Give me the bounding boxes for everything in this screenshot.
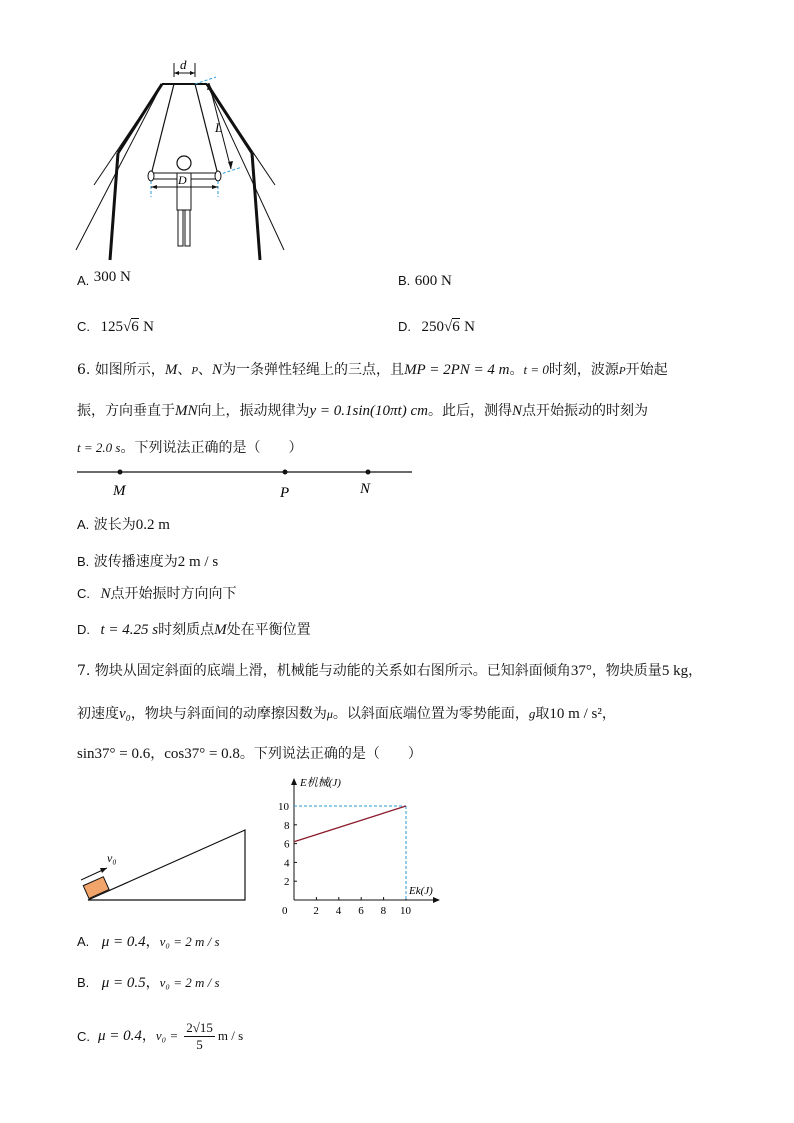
q7-text: 。下列说法正确的是（ ） xyxy=(239,746,422,762)
symbol-g: g xyxy=(528,706,536,721)
q5-option-c[interactable] xyxy=(77,318,154,336)
q6-line-2 xyxy=(77,402,648,420)
q6-text: 振，方向垂直于 xyxy=(77,403,175,419)
frame-leg-left-lower xyxy=(110,153,118,260)
q7-text: ，物块与斜面间的动摩擦因数为 xyxy=(130,706,327,722)
q7-option-a[interactable] xyxy=(77,933,220,951)
string-figure xyxy=(75,460,415,502)
x-tick-label: 4 xyxy=(335,905,342,917)
option-math: t = 4.25 s xyxy=(100,622,159,638)
q7-text: ， xyxy=(601,706,616,722)
y-tick-label: 8 xyxy=(284,819,290,832)
label-L: L xyxy=(215,120,223,135)
option-math: N xyxy=(100,586,111,602)
equation-t2: t = 2.0 s xyxy=(77,440,121,455)
point-label-N: N xyxy=(360,481,371,497)
series-line xyxy=(294,806,406,842)
option-mu: μ = 0.4 xyxy=(101,934,146,950)
point-N xyxy=(366,470,371,475)
option-sep: ， xyxy=(145,975,160,991)
q7-option-b[interactable] xyxy=(77,974,220,992)
q7-line-1 xyxy=(77,662,702,680)
option-letter: B. xyxy=(77,975,90,990)
incline-figure xyxy=(75,822,250,904)
y-tick-label: 2 xyxy=(284,876,290,889)
energy-chart xyxy=(270,770,450,920)
x-tick-label: 2 xyxy=(313,905,319,917)
option-sep: ， xyxy=(145,934,160,950)
symbol-M: M xyxy=(164,362,178,378)
option-letter: C. xyxy=(77,319,90,334)
symbol-N: N xyxy=(212,362,223,378)
guy-wire-right-2 xyxy=(207,84,284,250)
symbol-P: P xyxy=(191,365,199,377)
q6-text: 开始起 xyxy=(625,362,668,378)
q5-option-d[interactable] xyxy=(398,318,475,336)
q6-text: 时刻，波源 xyxy=(548,362,619,378)
gymnast-head xyxy=(177,156,191,170)
label-d: d xyxy=(180,57,187,72)
option-letter: C. xyxy=(77,1028,90,1044)
option-letter: A. xyxy=(77,273,90,288)
q6-text: 点开始振动的时刻为 xyxy=(521,403,648,419)
q7-line-3 xyxy=(77,745,422,763)
q7-text: 初速度 xyxy=(77,706,119,722)
symbol-v0: v₀ xyxy=(119,706,131,722)
option-letter: D. xyxy=(77,622,90,637)
option-unit: N xyxy=(143,319,154,335)
option-letter: C. xyxy=(77,586,90,601)
x-tick-label: 6 xyxy=(358,905,364,917)
symbol-N: N xyxy=(511,403,522,419)
option-v0: v₀ = xyxy=(155,1028,179,1043)
option-root: 6 xyxy=(131,319,139,335)
mass-value: 5 kg xyxy=(661,663,689,679)
fraction-denominator: 5 xyxy=(196,1036,203,1052)
option-letter: A. xyxy=(77,934,90,949)
equation-mp: MP = 2PN = 4 m xyxy=(404,362,510,378)
q6-text: 向上，振动规律为 xyxy=(197,403,310,419)
x-tick-label: 0 xyxy=(282,905,288,917)
gymnast-leg-right xyxy=(185,210,190,246)
option-letter: A. xyxy=(77,517,90,532)
option-coef: 125 xyxy=(100,319,123,335)
option-v0: v₀ = 2 m / s xyxy=(159,975,220,990)
q7-text: 物块从固定斜面的底端上滑，机械能与动能的关系如右图所示。已知斜面倾角 xyxy=(94,663,571,679)
q5-option-a[interactable] xyxy=(77,269,131,290)
incline-triangle xyxy=(88,830,245,900)
label-D: D xyxy=(178,173,187,187)
option-mu: μ = 0.5 xyxy=(101,975,146,991)
trig-value: cos37° = 0.8 xyxy=(164,746,240,762)
option-text: 波传播速度为 xyxy=(93,554,178,570)
symbol-P: P xyxy=(618,365,626,377)
frame-leg-right-lower xyxy=(252,153,260,260)
option-letter: D. xyxy=(398,319,411,334)
option-mu: μ = 0.4 xyxy=(98,1027,142,1044)
q6-option-c[interactable] xyxy=(77,585,236,603)
equation-t0: t = 0 xyxy=(523,362,549,377)
fraction xyxy=(184,1020,215,1053)
option-text: 点开始振时方向向下 xyxy=(110,586,237,602)
y-axis-arrow xyxy=(291,778,297,785)
point-label-M: M xyxy=(113,483,126,499)
guy-wire-left-2 xyxy=(76,84,162,250)
option-text: 波长为 xyxy=(93,517,136,533)
ring-right xyxy=(215,171,221,181)
x-axis-label: Ek(J) xyxy=(409,885,433,897)
option-unit: m / s xyxy=(217,1028,244,1043)
x-tick-label: 8 xyxy=(380,905,387,917)
point-label-P: P xyxy=(280,485,290,501)
y-tick-label: 10 xyxy=(278,801,289,813)
q6-option-b[interactable] xyxy=(77,553,218,571)
y-tick-label: 4 xyxy=(284,857,290,870)
ring-left xyxy=(148,171,154,181)
q6-text: 为一条弹性轻绳上的三点，且 xyxy=(222,362,405,378)
option-text: 处在平衡位置 xyxy=(226,622,311,638)
point-M xyxy=(118,470,123,475)
q6-text: 。此后，测得 xyxy=(427,403,512,419)
q6-text: 。下列说法正确的是（ ） xyxy=(120,440,303,456)
q7-text: ， xyxy=(150,746,165,762)
fraction-numerator: 2√15 xyxy=(186,1019,213,1035)
gymnast-leg-left xyxy=(178,210,183,246)
q5-option-b[interactable] xyxy=(398,272,452,290)
point-P xyxy=(283,470,288,475)
symbol-MN: MN xyxy=(175,403,198,419)
sqrt-sign: √ xyxy=(122,319,132,335)
q7-text: 取 xyxy=(535,706,550,722)
x-tick-label: 10 xyxy=(400,905,411,917)
label-v0: v₀ xyxy=(107,851,117,865)
q6-option-a[interactable] xyxy=(77,516,170,534)
option-v0: v₀ = 2 m / s xyxy=(159,934,220,949)
option-root: 6 xyxy=(452,319,460,335)
trig-value: sin37° = 0.6 xyxy=(77,746,151,762)
symbol-mu: μ xyxy=(326,707,333,721)
q7-option-c[interactable] xyxy=(77,1014,243,1058)
question-number: 7. xyxy=(77,663,91,679)
option-letter: B. xyxy=(77,554,90,569)
q6-text: 、 xyxy=(177,362,192,378)
sqrt-sign: √ xyxy=(443,319,453,335)
q6-text: 、 xyxy=(198,362,213,378)
q7-line-2 xyxy=(77,705,616,723)
option-sep: ， xyxy=(141,1028,156,1044)
q6-text: 。 xyxy=(509,362,524,378)
option-math: M xyxy=(214,622,227,638)
q7-text: ， xyxy=(688,663,703,679)
equation-wave: y = 0.1sin(10πt) cm xyxy=(309,403,428,419)
angle-value: 37° xyxy=(570,663,592,679)
x-axis-arrow xyxy=(433,897,440,903)
option-math: 2 m / s xyxy=(177,554,219,570)
option-unit: N xyxy=(464,319,475,335)
option-text: 时刻质点 xyxy=(158,622,215,638)
question-number: 6. xyxy=(77,362,91,378)
q6-line-3 xyxy=(77,439,302,457)
q7-text: 。以斜面底端位置为零势能面， xyxy=(332,706,529,722)
q6-text: 如图所示， xyxy=(94,362,165,378)
y-tick-label: 6 xyxy=(284,838,290,851)
q6-option-d[interactable] xyxy=(77,621,311,639)
g-value: 10 m / s² xyxy=(549,706,602,722)
option-coef: 250 xyxy=(421,319,444,335)
option-value: 600 N xyxy=(414,273,452,289)
option-letter: B. xyxy=(398,273,411,288)
option-value: 300 N xyxy=(93,269,131,285)
option-math: 0.2 m xyxy=(135,517,170,533)
q7-text: ，物块质量 xyxy=(591,663,662,679)
y-axis-label: E机械(J) xyxy=(300,777,341,789)
rings-figure xyxy=(70,55,290,270)
q6-line-1 xyxy=(77,361,668,380)
